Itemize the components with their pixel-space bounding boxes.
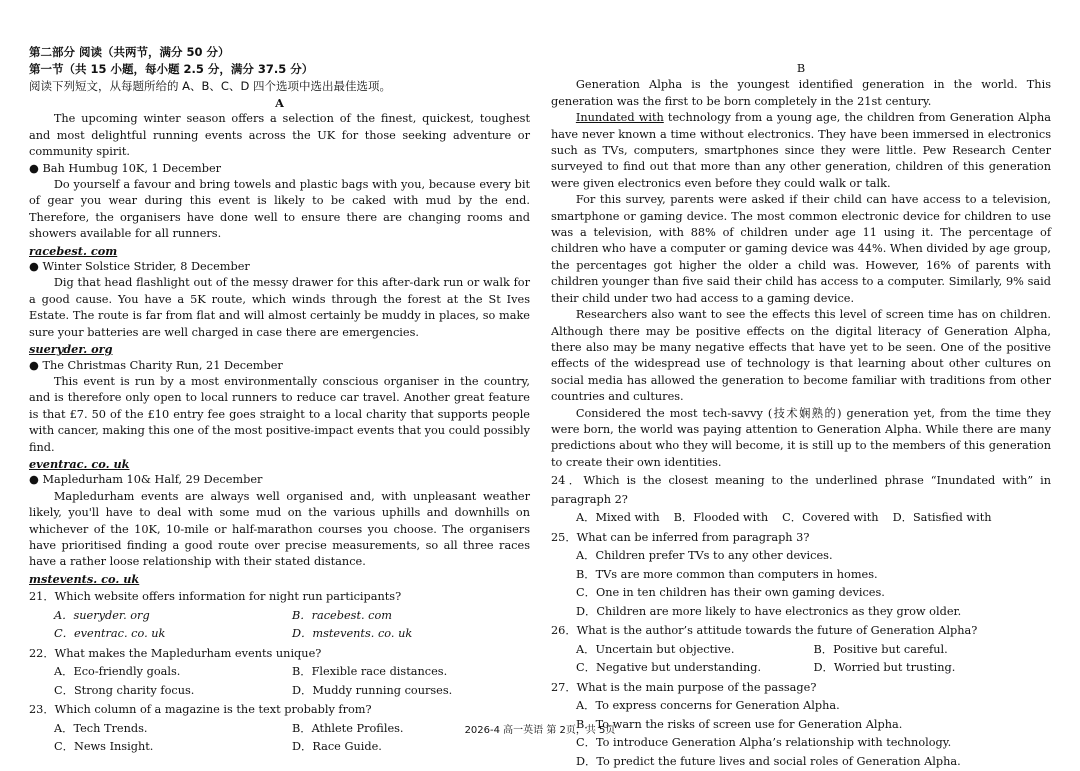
event-website: eventrac. co. uk (29, 456, 130, 471)
option: A．Tech Trends. (54, 721, 148, 735)
option: A．Mixed with (576, 511, 660, 525)
passage-b-paragraph: Considered the most tech-savvy (技术娴熟的) generation yet, from the time they were born, the world was paying attention to Generation Alpha. While there are many predictions about who they will become, it is still up to the members of this generation to create their own identities. (551, 406, 1051, 469)
question-options (551, 641, 1051, 678)
event-website: mstevents. co. uk (29, 571, 140, 586)
right-column (551, 61, 1051, 771)
event-title: ● Bah Humbug 10K, 1 December (29, 161, 222, 175)
event-text: Mapledurham events are always well organised and, with unpleasant weather likely, you'll have to deal with some mud on the various uphills and downhills on whichever of the 10K, 10-mile or half-marathon courses you choose. The organisers have prioritised finding a good route over precise measurements, so all three races have a rather loose relationship with their stated distance. (29, 489, 530, 569)
option: B．Athlete Profiles. (292, 721, 404, 735)
passage-a-intro: The upcoming winter season offers a selection of the finest, quickest, toughest and most delightful running events across the UK for those seeking adventure or community spirit. (29, 112, 530, 159)
event-text: Dig that head flashlight out of the messy drawer for this after-dark run or walk for a good cause. You have a 5K route, which winds through the forest at the St Ives Estate. The route is far from flat and will almost certainly be muddy in places, so make sure your batteries are well charged in case there are emergencies. (29, 276, 530, 339)
option: C．One in ten children has their own gaming devices. (576, 586, 885, 600)
option: C．Strong charity focus. (54, 683, 195, 697)
question-options (29, 663, 530, 700)
event-title: ● The Christmas Charity Run, 21 December (29, 358, 283, 372)
passage-b-label: B (796, 62, 806, 75)
passage-b-paragraph: Generation Alpha is the youngest identified generation in the world. This generation was the first to be born completely in the 21st century. (551, 78, 1051, 108)
event-text: This event is run by a most environmentally conscious organiser in the country, and is therefore only open to local runners to reduce car travel. Another great feature is that £7. 50 of the £10 entry fee goes straight to a local charity that supports people with cancer, making this one of the most positive-impact events that you could possibly find. (29, 374, 530, 454)
section-subtitle: 第一节（共 15 小题，每小题 2.5 分，满分 37.5 分） (29, 62, 314, 76)
option: D．Muddy running courses. (292, 683, 453, 697)
passage-b-paragraph: For this survey, parents were asked if their child can have access to a television, smartphone or gaming device. The most common electronic device for children to use was a television, with 88% of children under age 11 using it. The percentage of children who have a computer or gaming device was 44%. When divided by age group, the percentages got higher the older a child was. However, 16% of parents with children younger than five said their child has access to a computer. Similarly, 9% said their child under two had access to a gaming device. (551, 193, 1051, 305)
event-website: sueryder. org (29, 342, 113, 357)
option: D．mstevents. co. uk (292, 627, 413, 641)
option: C．To introduce Generation Alpha’s relationship with technology. (576, 736, 952, 750)
passage-a-label: A (275, 96, 284, 110)
event-text: Do yourself a favour and bring towels and plastic bags with you, because every bit of gear you wear during this event is likely to be caked with mud by the end. Therefore, the organisers have done well to ensure there are changing rooms and showers available for all runners. (29, 178, 530, 241)
paragraph-text: technology from a young age, the children from Generation Alpha have never known a time without electronics. They have been immersed in electronics such as TVs, computers, smartphones since they were little. Pew Research Center surveyed to find out that more than any other generation, children of this generation were given electronics even before they could walk or talk. (551, 111, 1052, 190)
event-website: racebest. com (29, 243, 118, 258)
question-stem: 23．Which column of a magazine is the text probably from? (29, 703, 372, 717)
option: D．Race Guide. (292, 740, 382, 754)
option: D．Worried but trusting. (813, 661, 956, 675)
question-stem: 26．What is the author’s attitude towards the future of Generation Alpha? (551, 624, 978, 638)
question-stem: 27．What is the main purpose of the passage? (551, 680, 817, 694)
option: C．eventrac. co. uk (54, 627, 166, 641)
option: B．To warn the risks of screen use for Generation Alpha. (576, 717, 903, 731)
option: D．Satisfied with (892, 511, 992, 525)
option: A．sueryder. org (54, 608, 150, 622)
passage-b-paragraph (551, 110, 1051, 192)
option: A．Children prefer TVs to any other devices. (576, 549, 833, 563)
option: A．Uncertain but objective. (576, 642, 735, 656)
option: B．Positive but careful. (813, 642, 948, 656)
passage-b-paragraph: Researchers also want to see the effects this level of screen time has on children. Although there may be positive effects on the digital literacy of Generation Alpha, there also may be many negative effects that have yet to be seen. One of the positive effects of the widespread use of technology is that learning about other cultures on social media has allowed the generation to become familiar with traditions from other countries and cultures. (551, 308, 1051, 404)
option: A．To express concerns for Generation Alpha. (576, 699, 840, 713)
question-options (29, 607, 530, 644)
question-stem: 22．What makes the Mapledurham events unique? (29, 646, 322, 660)
option: C．News Insight. (54, 740, 154, 754)
event-title: ● Winter Solstice Strider, 8 December (29, 260, 250, 274)
option: B．TVs are more common than computers in homes. (576, 567, 878, 581)
option: D．Children are more likely to have electronics as they grow older. (576, 604, 962, 618)
question-options (551, 509, 1051, 528)
underlined-phrase: Inundated with (575, 111, 664, 125)
option: A．Eco-friendly goals. (54, 665, 181, 679)
option: D．To predict the future lives and social roles of Generation Alpha. (576, 754, 961, 768)
section-title: 第二部分 阅读（共两节，满分 50 分） (29, 45, 230, 59)
option: B．racebest. com (292, 608, 393, 622)
event-title: ● Mapledurham 10& Half, 29 December (29, 473, 263, 487)
page-footer: 2026-4 高一英语 第 2页，共 5页 (464, 725, 616, 736)
option: C．Negative but understanding. (576, 661, 762, 675)
question-stem: 24．Which is the closest meaning to the underlined phrase “Inundated with” in paragraph 2? (551, 474, 1051, 506)
option: B．Flexible race distances. (292, 665, 448, 679)
question-stem: 21．Which website offers information for night run participants? (29, 590, 402, 604)
left-column (29, 44, 530, 757)
option: C．Covered with (782, 511, 879, 525)
question-options (551, 547, 1051, 621)
option: B．Flooded with (673, 511, 769, 525)
question-stem: 25．What can be inferred from paragraph 3? (551, 530, 810, 544)
section-instruction: 阅读下列短文，从每题所给的 A、B、C、D 四个选项中选出最佳选项。 (29, 79, 391, 93)
